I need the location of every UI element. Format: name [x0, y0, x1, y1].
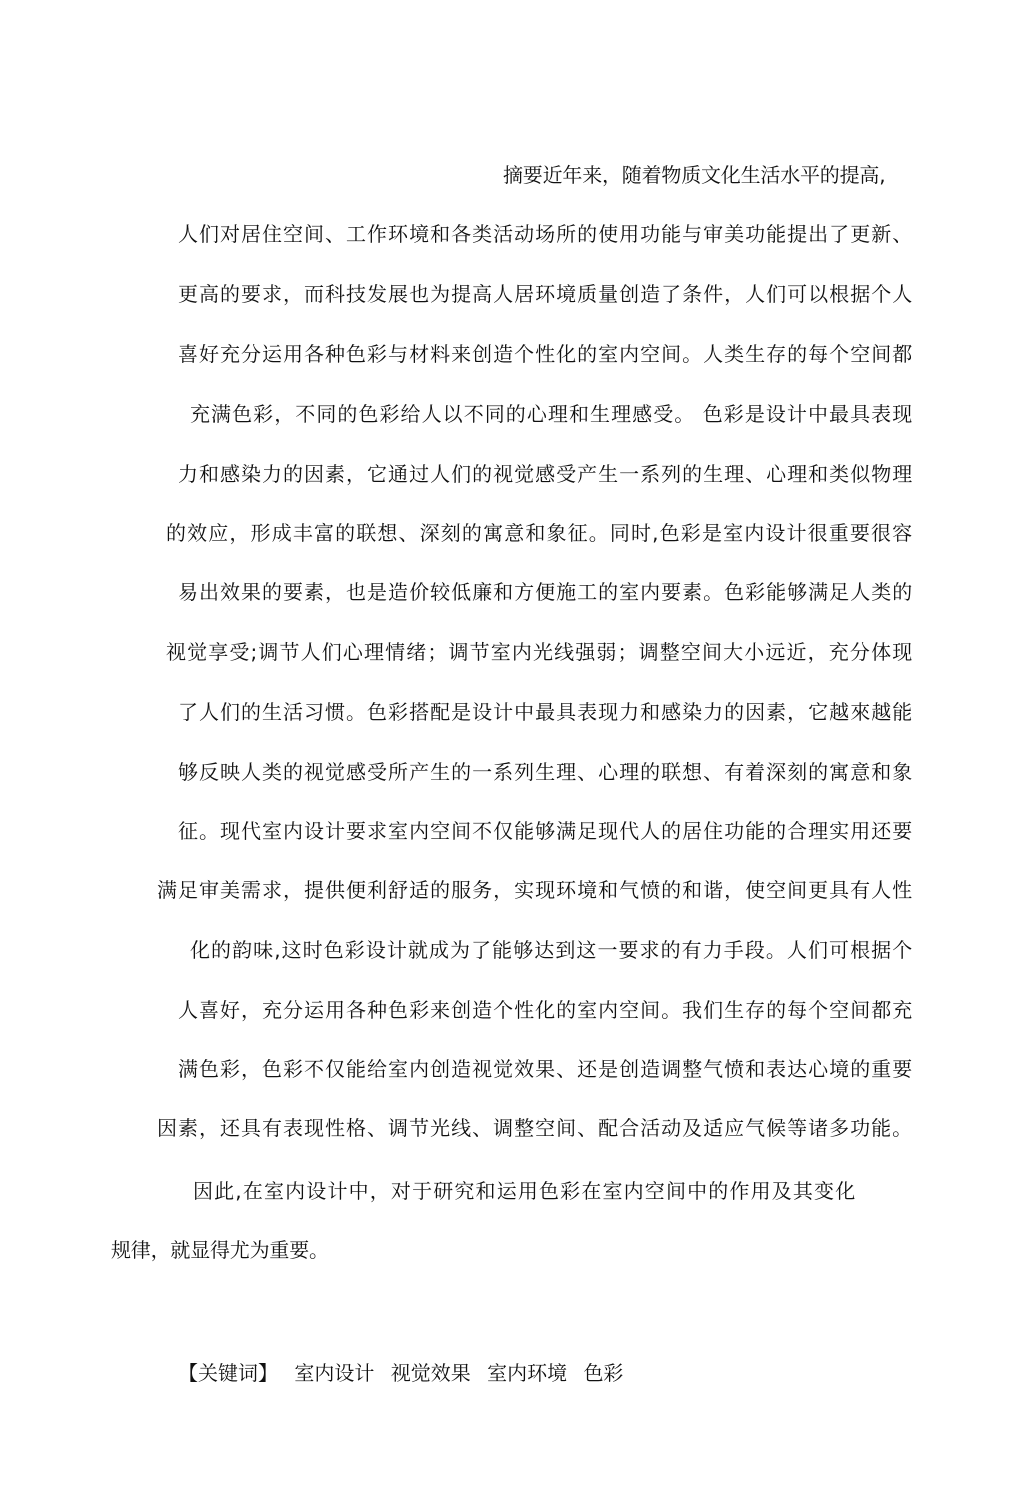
keyword-item: 室内环境: [487, 1361, 568, 1385]
abstract-line: 充满色彩，不同的色彩给人以不同的心理和生理感受。 色彩是设计中最具表现: [190, 402, 912, 426]
abstract-line: 摘要近年来，随着物质文化生活水平的提高,: [503, 163, 886, 187]
abstract-line: 够反映人类的视觉感受所产生的一系列生理、心理的联想、有着深刻的寓意和象: [178, 760, 912, 784]
abstract-line: 因此,在室内设计中，对于研究和运用色彩在室内空间中的作用及其变化: [193, 1179, 855, 1203]
abstract-line: 更高的要求，而科技发展也为提高人居环境质量创造了条件，人们可以根据个人: [178, 282, 912, 306]
abstract-line: 易出效果的要素，也是造价较低廉和方便施工的室内要素。色彩能够满足人类的: [178, 580, 912, 604]
abstract-line: 了人们的生活习惯。色彩搭配是设计中最具表现力和感染力的因素，它越來越能: [178, 700, 912, 724]
abstract-line: 喜好充分运用各种色彩与材料来创造个性化的室内空间。人类生存的每个空间都: [178, 342, 912, 366]
keyword-item: 视觉效果: [390, 1361, 471, 1385]
abstract-line: 人喜好，充分运用各种色彩来创造个性化的室内空间。我们生存的每个空间都充: [178, 998, 912, 1022]
keyword-item: 室内设计: [294, 1361, 375, 1385]
abstract-line: 因素，还具有表现性格、调节光线、调整空间、配合活动及适应气候等诸多功能。: [157, 1116, 912, 1140]
abstract-line: 满色彩，色彩不仅能给室内创造视觉效果、还是创造调整气愤和表达心境的重要: [178, 1057, 912, 1081]
abstract-line: 征。现代室内设计要求室内空间不仅能够满足现代人的居住功能的合理实用还要: [178, 819, 912, 843]
abstract-line: 力和感染力的因素，它通过人们的视觉感受产生一系列的生理、心理和类似物理: [178, 462, 912, 486]
keyword-item: 色彩: [583, 1361, 624, 1385]
keywords-label: 【关键词】: [178, 1361, 278, 1385]
abstract-line: 满足审美需求，提供便利舒适的服务，实现环境和气愤的和谐，使空间更具有人性: [157, 878, 912, 902]
keywords-row: [178, 1361, 633, 1385]
abstract-line: 人们对居住空间、工作环境和各类活动场所的使用功能与审美功能提出了更新、: [178, 222, 912, 246]
abstract-line: 的效应，形成丰富的联想、深刻的寓意和象征。同时,色彩是室内设计很重要很容: [166, 521, 912, 545]
abstract-line: 视觉享受;调节人们心理情绪；调节室内光线强弱；调整空间大小远近，充分体现: [166, 640, 912, 664]
abstract-line: 规律，就显得尤为重要。: [111, 1238, 329, 1262]
abstract-line: 化的韵味,这时色彩设计就成为了能够达到这一要求的有力手段。人们可根据个: [190, 938, 912, 962]
